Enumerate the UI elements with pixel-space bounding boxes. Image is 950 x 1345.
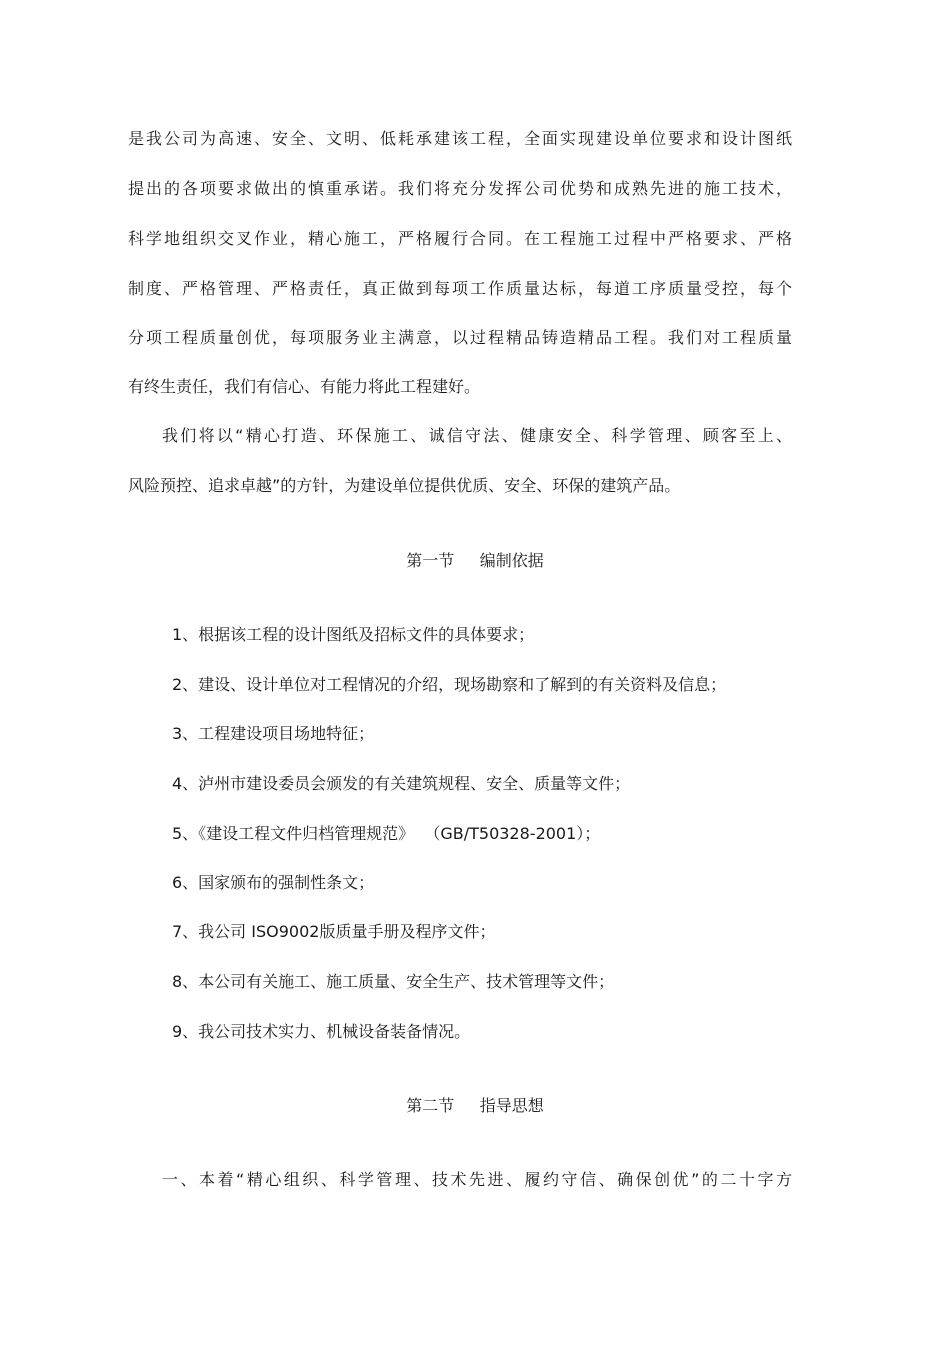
intro-line: 有终生责任，我们有信心、有能力将此工程建好。 bbox=[128, 377, 481, 396]
policy-line: 我们将以“精心打造、环保施工、诚信守法、健康安全、科学管理、顾客至上、 bbox=[162, 426, 792, 445]
intro-line: 分项工程质量创优，每项服务业主满意，以过程精品铸造精品工程。我们对工程质量 bbox=[128, 328, 792, 347]
intro-line: 科学地组织交叉作业，精心施工，严格履行合同。在工程施工过程中严格要求、严格 bbox=[128, 229, 792, 248]
list-item: 6、国家颁布的强制性条文； bbox=[172, 873, 375, 892]
list-item: 9、我公司技术实力、机械设备装备情况。 bbox=[172, 1022, 471, 1041]
policy-line: 风险预控、追求卓越”的方针，为建设单位提供优质、安全、环保的建筑产品。 bbox=[128, 476, 681, 495]
list-item: 8、本公司有关施工、施工质量、安全生产、技术管理等文件； bbox=[172, 972, 615, 991]
list-item: 5、《建设工程文件归档管理规范》 （GB/T50328-2001）； bbox=[172, 824, 601, 843]
intro-line: 是我公司为高速、安全、文明、低耗承建该工程，全面实现建设单位要求和设计图纸 bbox=[128, 129, 792, 148]
section-heading: 第二节 指导思想 bbox=[406, 1096, 544, 1115]
intro-line: 提出的各项要求做出的慎重承诺。我们将充分发挥公司优势和成熟先进的施工技术， bbox=[128, 179, 792, 198]
intro-line: 制度、严格管理、严格责任，真正做到每项工作质量达标，每道工序质量受控，每个 bbox=[128, 279, 792, 298]
list-item: 4、泸州市建设委员会颁发的有关建筑规程、安全、质量等文件； bbox=[172, 774, 631, 793]
list-item: 3、工程建设项目场地特征； bbox=[172, 724, 375, 743]
list-item: 1、根据该工程的设计图纸及招标文件的具体要求； bbox=[172, 625, 535, 644]
list-item: 2、建设、设计单位对工程情况的介绍，现场勘察和了解到的有关资料及信息； bbox=[172, 675, 727, 694]
list-item: 7、我公司 ISO9002版质量手册及程序文件； bbox=[172, 922, 496, 941]
section-heading: 第一节 编制依据 bbox=[406, 551, 544, 570]
paragraph-line: 一、本着“精心组织、科学管理、技术先进、履约守信、确保创优”的二十字方 bbox=[162, 1170, 792, 1189]
